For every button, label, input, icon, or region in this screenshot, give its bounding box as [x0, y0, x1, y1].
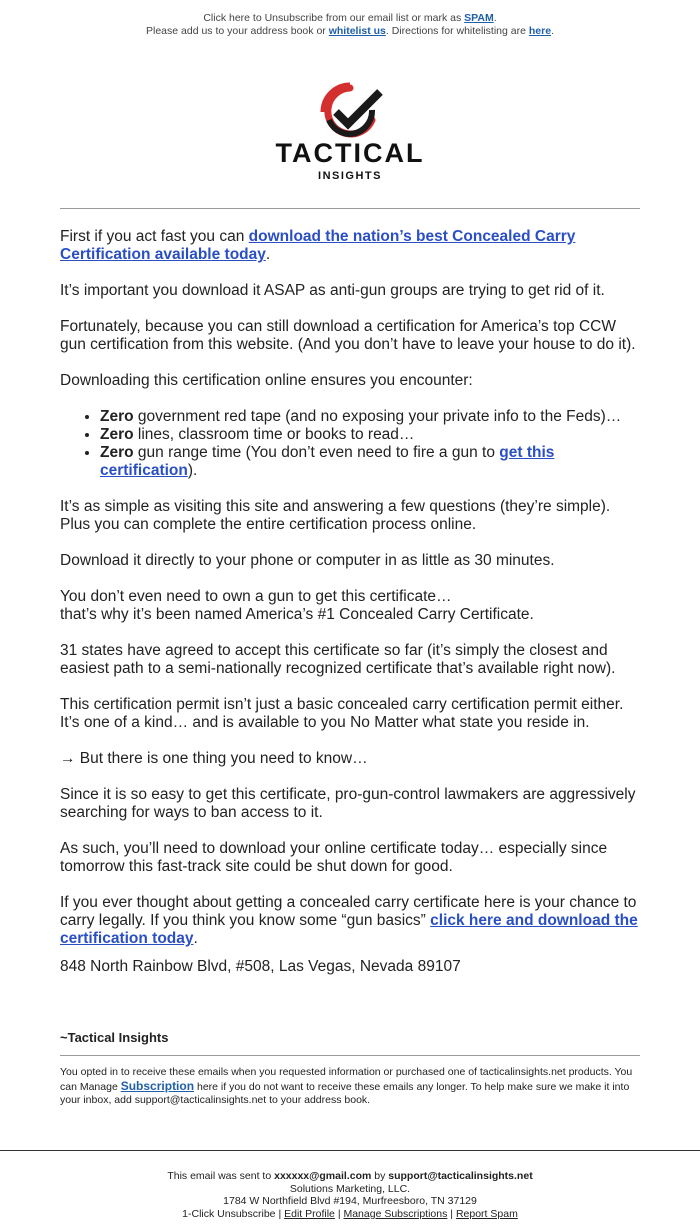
by-text: by [374, 1170, 386, 1182]
paragraph-13 [60, 894, 642, 948]
recipient-email: xxxxxx@gmail.com [274, 1170, 372, 1182]
optin-text: You opted in to receive these emails when you requested information or purchased one of tacticalinsights.net products. You can Manage [60, 1066, 633, 1093]
paragraph-3: Fortunately, because you can still download a certification for America’s top CCW gun certification from this website. (And you don’t have to leave your house to do it). [60, 318, 636, 353]
paragraph-8: 31 states have agreed to accept this certificate so far (it’s simply the closest and easiest path to a semi-nationally recognized certificate that’s available right now). [60, 642, 616, 677]
paragraph-10: → But there is one thing you need to know… [60, 750, 368, 767]
sender-email: support@tacticalinsights.net [388, 1170, 533, 1182]
separator: | [450, 1207, 454, 1220]
bullet-bold: Zero [100, 408, 134, 425]
benefits-list [60, 408, 642, 480]
paragraph-9: This certification permit isn’t just a basic concealed carry certification permit either. It’s one of a kind… and is available to you No Matter what state you reside in. [60, 696, 624, 731]
mailing-address: 848 North Rainbow Blvd, #508, Las Vegas, Nevada 89107 [60, 958, 461, 975]
spam-link[interactable]: SPAM [464, 12, 494, 24]
bullet-bold: Zero [100, 426, 134, 443]
paragraph-5: It’s as simple as visiting this site and answering a few questions (they’re simple). Plus you can complete the entire certification process online. [60, 498, 611, 533]
punct: . [493, 12, 497, 24]
sent-text: This email was sent to [167, 1170, 272, 1182]
punct: . [265, 246, 271, 263]
brand-name: TACTICAL [275, 138, 425, 168]
company-address: 1784 W Northfield Blvd #194, Murfreesboro, TN 37129 [223, 1195, 477, 1207]
bullet-text: government red tape (and no exposing your private info to the Feds)… [133, 408, 622, 425]
target-check-icon [310, 82, 390, 140]
p13-text: If you ever thought about getting a concealed carry certificate here is your chance to carry legally. If you think you know some “gun basics” [60, 894, 637, 929]
signature: ~Tactical Insights [60, 1030, 169, 1045]
punct: . [551, 25, 554, 37]
brand-subtitle: INSIGHTS [318, 170, 382, 182]
click-here-download-link[interactable]: click here and download the certification today [60, 912, 638, 947]
separator: | [337, 1207, 341, 1220]
paragraph-2: It’s important you download it ASAP as anti-gun groups are trying to get rid of it. [60, 282, 605, 299]
email-body [60, 228, 642, 994]
punct: . [193, 930, 198, 947]
preheader-line-1 [0, 12, 700, 25]
list-item [100, 426, 642, 444]
optin-text-2: here if you do not want to receive these emails any longer. To help make sure we make it into your inbox, add support@tacticalinsights.net to your address book. [60, 1080, 630, 1106]
separator: | [278, 1207, 282, 1220]
bullet-bold: Zero [100, 444, 134, 461]
edit-profile-link[interactable]: Edit Profile [284, 1207, 335, 1220]
optin-notice [60, 1066, 640, 1108]
brand-logo [0, 82, 700, 182]
footer-divider [0, 1150, 700, 1151]
one-click-unsubscribe[interactable]: 1-Click Unsubscribe [182, 1207, 276, 1220]
whitelist-text: Please add us to your address book or [146, 25, 326, 37]
bullet-text: gun range time (You don’t even need to fire a gun to [133, 444, 500, 461]
paragraph-7 [60, 588, 642, 624]
bullet-text: lines, classroom time or books to read… [133, 426, 415, 443]
paragraph-4: Downloading this certification online ensures you encounter: [60, 372, 473, 389]
whitelist-link[interactable]: whitelist us [328, 25, 386, 37]
p7-line-1: You don’t even need to own a gun to get this certificate… [60, 588, 452, 605]
download-certification-link[interactable]: download the nation’s best Concealed Carry Certification available today [60, 228, 576, 263]
paragraph-12: As such, you’ll need to download your online certificate today… especially since tomorrow this fast-track site could be shut down for good. [60, 840, 608, 875]
directions-text: . Directions for whitelisting are [385, 25, 526, 37]
list-item [100, 408, 642, 426]
signature-divider [60, 1055, 640, 1056]
get-certification-link[interactable]: get this certification [100, 444, 555, 479]
list-item [100, 444, 642, 480]
here-link[interactable]: here [528, 25, 552, 37]
footer-sent-line [0, 1170, 700, 1183]
unsubscribe-text[interactable]: Click here to Unsubscribe from our email list or mark as [203, 12, 462, 24]
p1-text: First if you act fast you can [60, 228, 245, 245]
company-name: Solutions Marketing, LLC. [289, 1182, 411, 1195]
report-spam-link[interactable]: Report Spam [455, 1207, 518, 1220]
paragraph-1 [60, 228, 642, 264]
paragraph-6: Download it directly to your phone or computer in as little as 30 minutes. [60, 552, 555, 569]
footer [0, 1170, 700, 1220]
p7-line-2: that’s why it’s been named America’s #1 Concealed Carry Certificate. [60, 606, 534, 623]
paragraph-11: Since it is so easy to get this certificate, pro-gun-control lawmakers are aggressively searching for ways to ban access to it. [60, 786, 636, 821]
subscription-link[interactable]: Subscription [120, 1078, 195, 1093]
footer-links [0, 1208, 700, 1221]
preheader-line-2 [0, 25, 700, 38]
preheader [0, 0, 700, 38]
manage-subscriptions-link[interactable]: Manage Subscriptions [343, 1207, 448, 1220]
top-divider [60, 208, 640, 209]
punct: ). [187, 462, 198, 479]
